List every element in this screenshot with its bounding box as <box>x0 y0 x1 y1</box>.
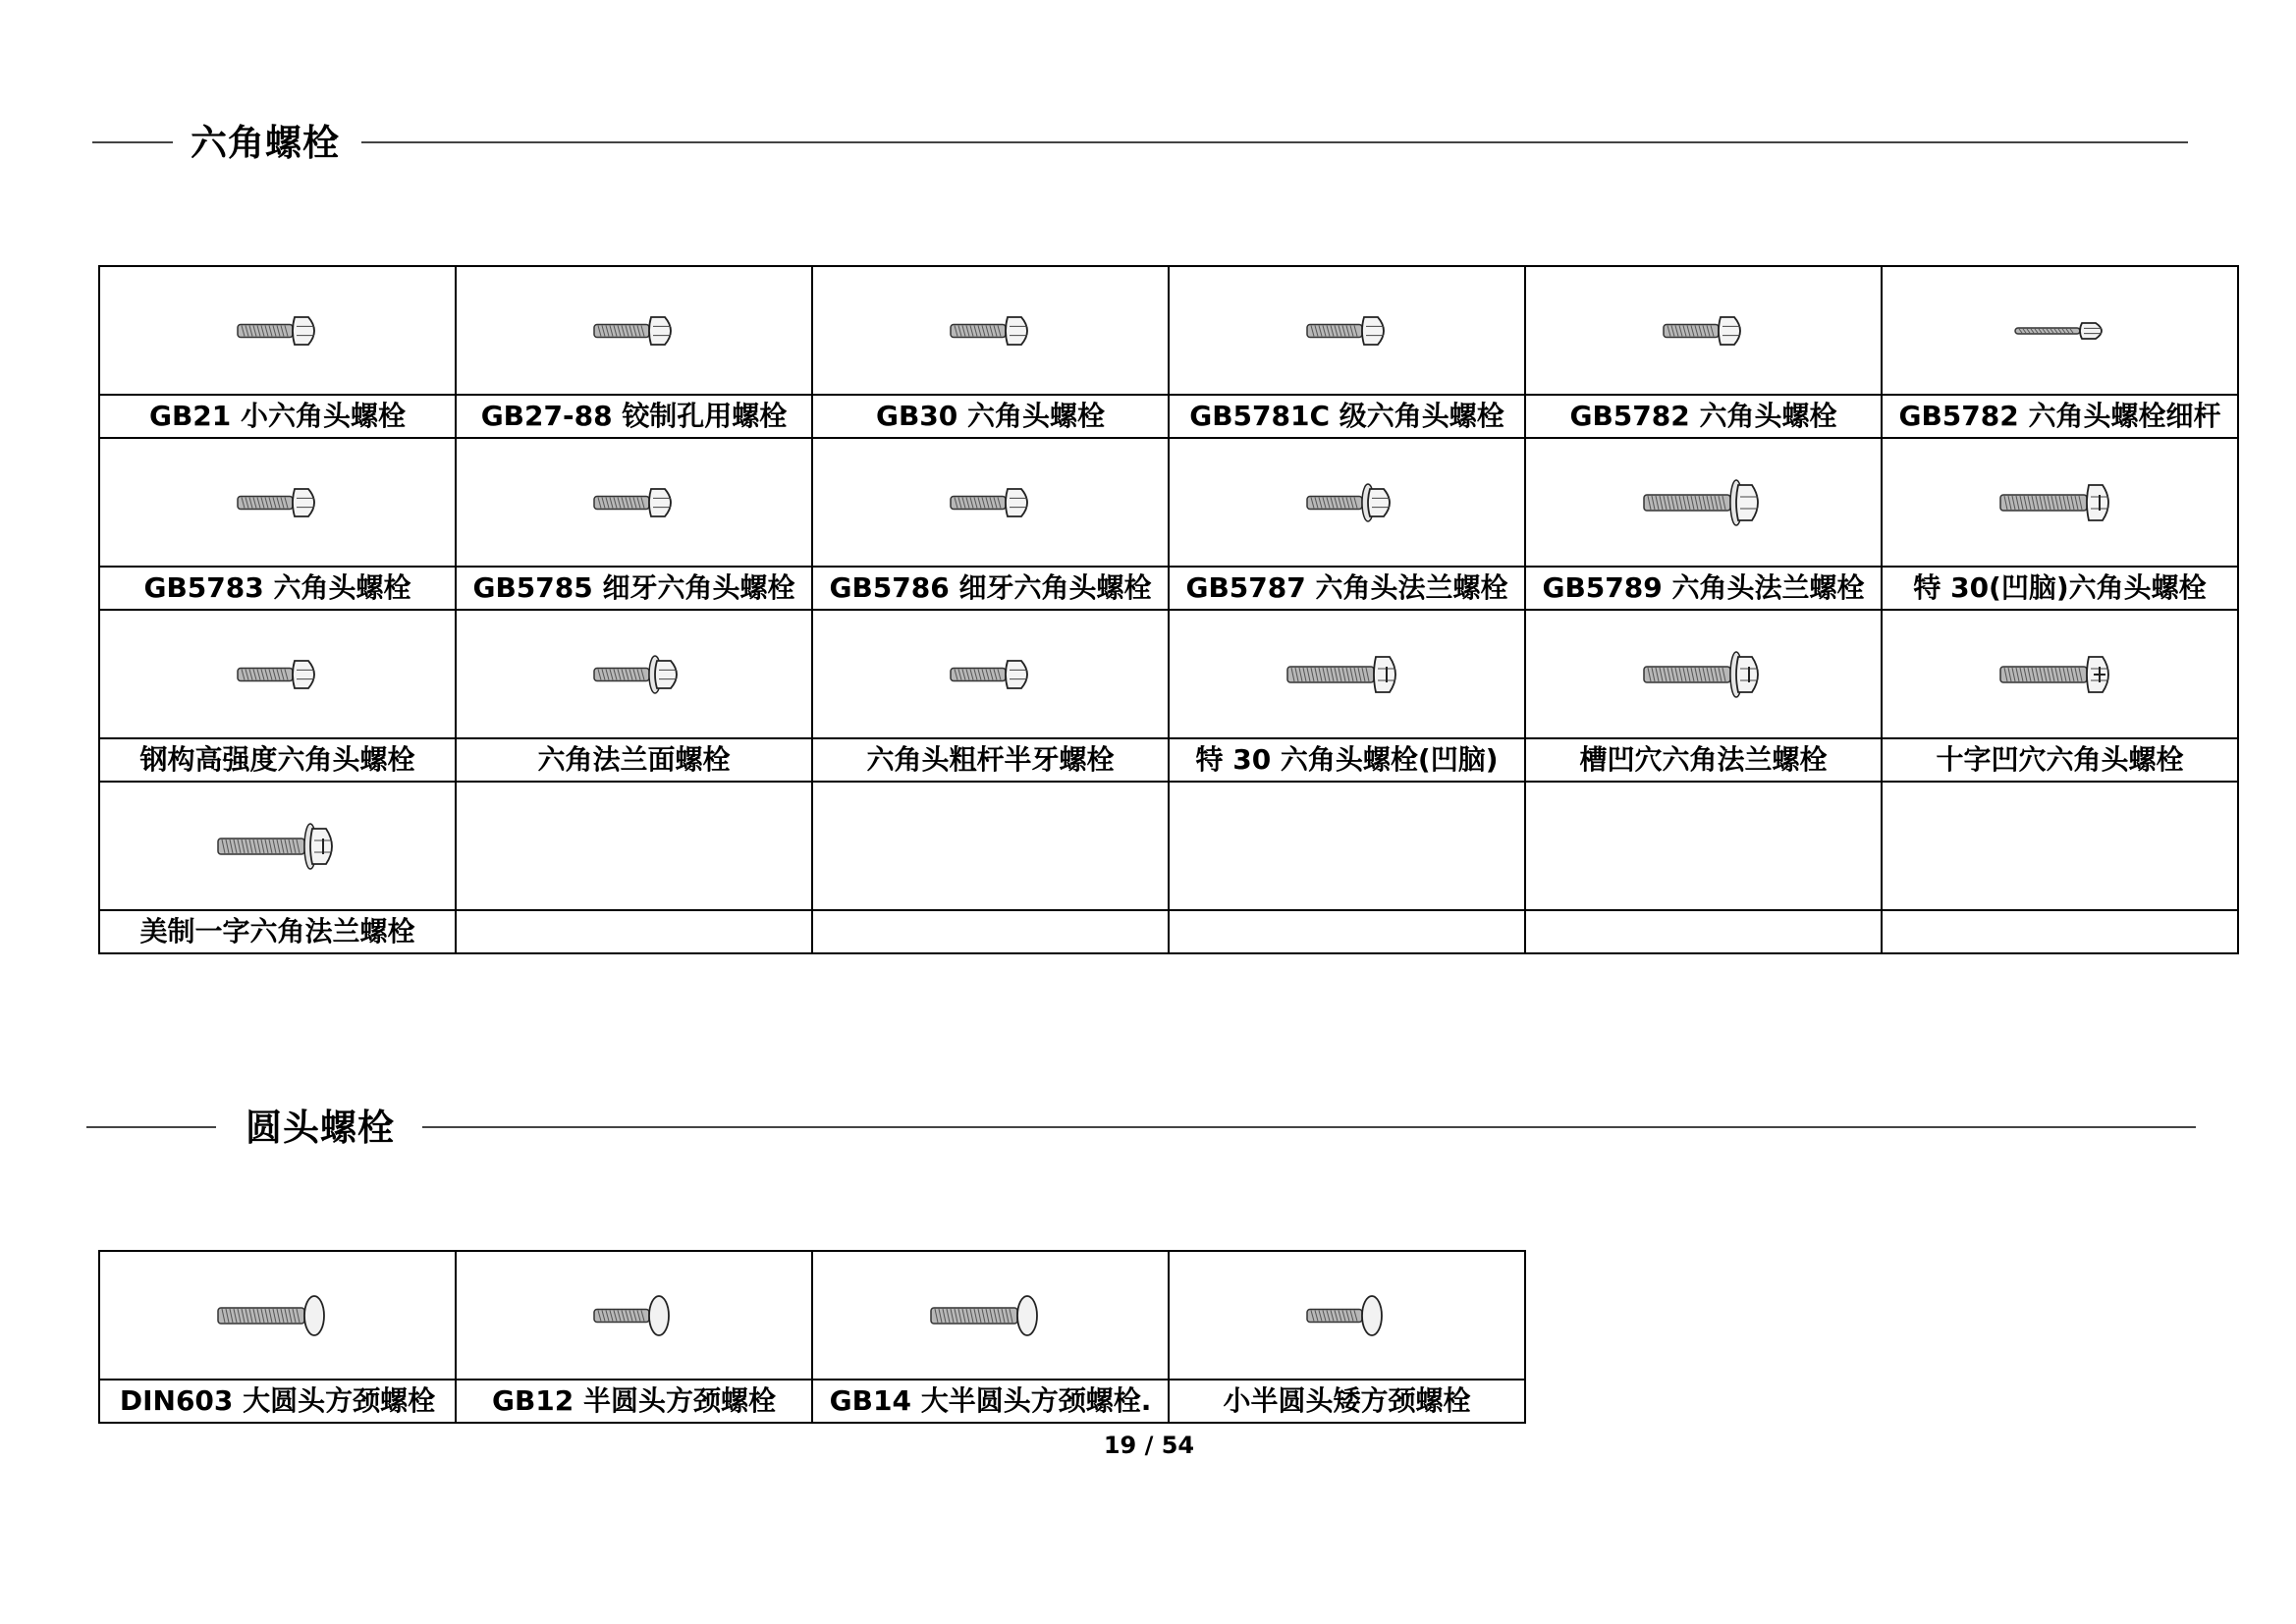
product-label: GB14 大半圆头方颈螺栓. <box>812 1380 1169 1423</box>
product-image-cell <box>1882 782 2238 910</box>
image-row <box>99 782 2238 910</box>
product-label: 特 30 六角头螺栓(凹脑) <box>1169 738 1525 782</box>
header-rule-left <box>86 1126 216 1128</box>
product-label: 钢构高强度六角头螺栓 <box>99 738 456 782</box>
product-label: 美制一字六角法兰螺栓 <box>99 910 456 953</box>
section-header-hex-bolts <box>0 114 2296 173</box>
hex-bolt-catalog-table <box>98 265 2239 954</box>
product-image-cell <box>99 438 456 567</box>
label-row <box>99 1380 1525 1423</box>
page-separator: / <box>1144 1432 1154 1459</box>
product-label: GB5782 六角头螺栓细杆 <box>1882 395 2238 438</box>
hex-flange-bolt-icon <box>1303 473 1392 532</box>
hex-bolt-recessed-icon <box>1284 645 1411 704</box>
carriage-bolt-large-head-icon <box>927 1286 1055 1345</box>
product-image-cell <box>1882 266 2238 395</box>
product-image-cell <box>456 438 812 567</box>
product-label: GB5787 六角头法兰螺栓 <box>1169 567 1525 610</box>
carriage-bolt-large-head-icon <box>214 1286 342 1345</box>
product-label <box>456 910 812 953</box>
hex-bolt-icon <box>947 301 1035 360</box>
product-label: GB30 六角头螺栓 <box>812 395 1169 438</box>
image-row <box>99 438 2238 567</box>
product-label: DIN603 大圆头方颈螺栓 <box>99 1380 456 1423</box>
product-label <box>812 910 1169 953</box>
label-row <box>99 738 2238 782</box>
product-image-cell <box>1169 610 1525 738</box>
carriage-bolt-short-neck-icon <box>1303 1286 1392 1345</box>
page-number <box>1100 1432 1198 1459</box>
product-image-cell <box>99 1251 456 1380</box>
high-strength-hex-bolt-icon <box>234 645 322 704</box>
us-slotted-hex-flange-bolt-icon <box>214 817 342 876</box>
product-image-cell <box>99 610 456 738</box>
product-image-cell <box>1169 266 1525 395</box>
product-image-cell <box>812 266 1169 395</box>
product-label: GB5785 细牙六角头螺栓 <box>456 567 812 610</box>
product-label: GB5789 六角头法兰螺栓 <box>1525 567 1882 610</box>
product-image-cell <box>812 610 1169 738</box>
product-label: GB21 小六角头螺栓 <box>99 395 456 438</box>
image-row <box>99 266 2238 395</box>
round-head-bolt-catalog-table <box>98 1250 1526 1424</box>
slotted-hex-flange-bolt-icon <box>1640 645 1768 704</box>
product-label: GB27-88 铰制孔用螺栓 <box>456 395 812 438</box>
product-image-cell <box>1169 782 1525 910</box>
product-label: 六角头粗杆半牙螺栓 <box>812 738 1169 782</box>
section-title: 六角螺栓 <box>191 122 340 164</box>
product-image-cell <box>99 782 456 910</box>
product-image-cell <box>1169 438 1525 567</box>
header-rule-right <box>422 1126 2196 1128</box>
product-label: 特 30(凹脑)六角头螺栓 <box>1882 567 2238 610</box>
product-image-cell <box>456 266 812 395</box>
product-image-cell <box>1525 438 1882 567</box>
image-row <box>99 1251 1525 1380</box>
hex-flange-bolt-large-icon <box>1640 473 1768 532</box>
hex-flange-face-bolt-icon <box>590 645 679 704</box>
product-label: GB5782 六角头螺栓 <box>1525 395 1882 438</box>
product-image-cell <box>99 266 456 395</box>
hex-bolt-fine-thread-icon <box>590 473 679 532</box>
product-label: GB5781C 级六角头螺栓 <box>1169 395 1525 438</box>
label-row <box>99 910 2238 953</box>
hex-bolt-full-thread-icon <box>234 473 322 532</box>
page-current: 19 <box>1103 1432 1137 1459</box>
header-rule-left <box>92 141 173 143</box>
hex-bolt-thin-shank-icon <box>2011 301 2109 360</box>
hex-bolt-short-icon <box>234 301 322 360</box>
product-label: 小半圆头矮方颈螺栓 <box>1169 1380 1525 1423</box>
hex-bolt-full-thread-icon <box>1303 301 1392 360</box>
product-label: GB12 半圆头方颈螺栓 <box>456 1380 812 1423</box>
product-label <box>1882 910 2238 953</box>
product-label: GB5786 细牙六角头螺栓 <box>812 567 1169 610</box>
product-image-cell <box>1882 610 2238 738</box>
hex-bolt-icon <box>1660 301 1748 360</box>
product-image-cell <box>1169 1251 1525 1380</box>
product-image-cell <box>812 438 1169 567</box>
cross-recess-hex-bolt-icon <box>1996 645 2124 704</box>
product-label <box>1525 910 1882 953</box>
product-image-cell <box>1525 782 1882 910</box>
product-label: 六角法兰面螺栓 <box>456 738 812 782</box>
product-label: 槽凹穴六角法兰螺栓 <box>1525 738 1882 782</box>
product-image-cell <box>456 1251 812 1380</box>
label-row <box>99 567 2238 610</box>
hex-bolt-half-thread-icon <box>947 645 1035 704</box>
section-header-round-head-bolts <box>0 1099 2296 1158</box>
hex-bolt-fine-thread-icon <box>947 473 1035 532</box>
image-row <box>99 610 2238 738</box>
section-title: 圆头螺栓 <box>246 1107 395 1149</box>
product-image-cell <box>1525 266 1882 395</box>
hex-bolt-recessed-icon <box>1996 473 2124 532</box>
product-label <box>1169 910 1525 953</box>
product-image-cell <box>1525 610 1882 738</box>
reamed-hole-bolt-icon <box>590 301 679 360</box>
product-label: GB5783 六角头螺栓 <box>99 567 456 610</box>
product-image-cell <box>812 1251 1169 1380</box>
carriage-bolt-icon <box>590 1286 679 1345</box>
product-label: 十字凹穴六角头螺栓 <box>1882 738 2238 782</box>
product-image-cell <box>456 610 812 738</box>
label-row <box>99 395 2238 438</box>
product-image-cell <box>1882 438 2238 567</box>
header-rule-right <box>361 141 2188 143</box>
page-total: 54 <box>1161 1432 1195 1459</box>
product-image-cell <box>812 782 1169 910</box>
product-image-cell <box>456 782 812 910</box>
